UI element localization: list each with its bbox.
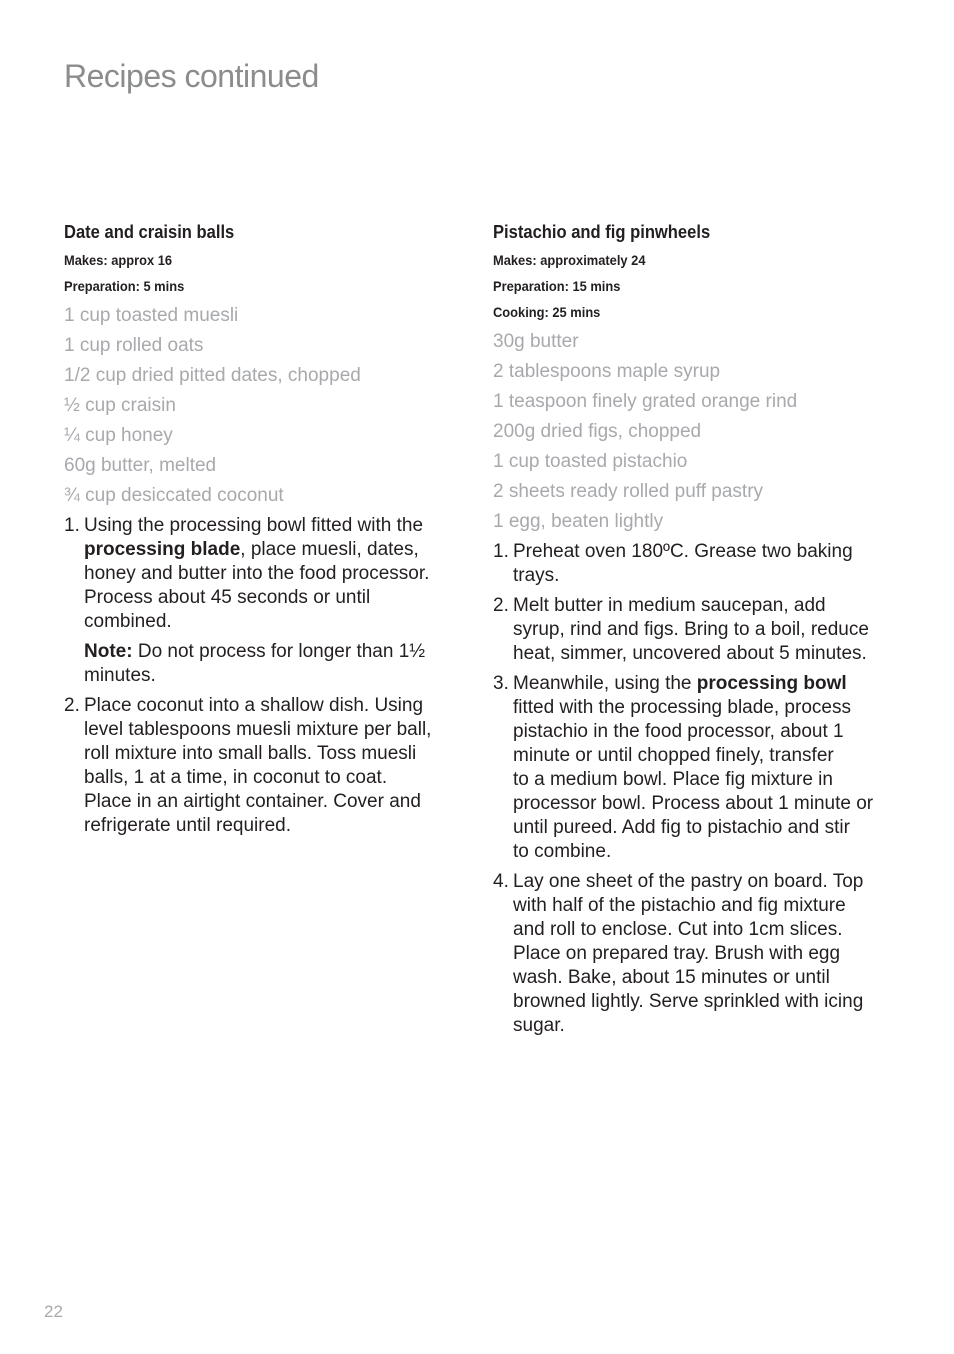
- step-line: fitted with the processing blade, process: [513, 697, 851, 718]
- page-title: Recipes continued: [64, 58, 319, 94]
- step-line-rest: , place muesli, dates,: [240, 539, 419, 560]
- ingredient-item: 1 egg, beaten lightly: [493, 511, 664, 532]
- page-number: 22: [44, 1302, 63, 1321]
- ingredient-item: 1 cup rolled oats: [64, 335, 204, 356]
- method-steps: [64, 514, 459, 838]
- method-step: [493, 540, 888, 588]
- step-line: pistachio in the food processor, about 1: [513, 721, 844, 742]
- step-line: honey and butter into the food processor.: [84, 563, 430, 584]
- step-line: with half of the pistachio and fig mixture: [513, 895, 846, 916]
- note-line: minutes.: [84, 665, 156, 686]
- ingredient-item: 1 cup toasted muesli: [64, 305, 239, 326]
- step-line: and roll to enclose. Cut into 1cm slices.: [513, 919, 843, 940]
- step-text: [513, 594, 888, 666]
- step-line: sugar.: [513, 1015, 565, 1036]
- step-line: combined.: [84, 611, 172, 632]
- recipe-title: Pistachio and fig pinwheels: [493, 222, 711, 242]
- step-line: processor bowl. Process about 1 minute or: [513, 793, 874, 814]
- method-step: [64, 694, 459, 838]
- step-number: 2.: [493, 595, 509, 616]
- step-line: Process about 45 seconds or until: [84, 587, 371, 608]
- step-line: trays.: [513, 565, 560, 586]
- recipe-date-and-craisin-balls: [64, 222, 459, 844]
- recipe-pistachio-and-fig-pinwheels: [493, 222, 888, 1044]
- step-line: until pureed. Add fig to pistachio and stir: [513, 817, 850, 838]
- step-line: to combine.: [513, 841, 612, 862]
- method-step: [493, 870, 888, 1038]
- ingredient-item: 2 tablespoons maple syrup: [493, 361, 721, 382]
- ingredient-item: 1/2 cup dried pitted dates, chopped: [64, 365, 361, 386]
- step-line: browned lightly. Serve sprinkled with icing: [513, 991, 864, 1012]
- recipe-makes: Makes: approximately 24: [493, 252, 646, 268]
- step-emphasis: processing blade: [84, 539, 241, 560]
- step-text: [84, 694, 459, 838]
- step-text: [513, 672, 888, 864]
- ingredient-list: [493, 327, 888, 537]
- recipe-preparation-time: Preparation: 15 mins: [493, 278, 621, 294]
- recipe-cooking-time: Cooking: 25 mins: [493, 304, 601, 320]
- step-line: wash. Bake, about 15 minutes or until: [513, 967, 830, 988]
- ingredient-item: ¼ cup honey: [64, 425, 173, 446]
- step-line: [513, 672, 888, 696]
- step-line: Preheat oven 180ºC. Grease two baking: [513, 541, 853, 562]
- ingredient-item: ½ cup craisin: [64, 395, 176, 416]
- ingredient-item: 200g dried figs, chopped: [493, 421, 702, 442]
- note-label: Note:: [84, 641, 133, 662]
- step-line: refrigerate until required.: [84, 815, 291, 836]
- step-line: syrup, rind and figs. Bring to a boil, reduce: [513, 619, 869, 640]
- step-line: heat, simmer, uncovered about 5 minutes.: [513, 643, 867, 664]
- method-step: [493, 594, 888, 666]
- step-line: roll mixture into small balls. Toss muesli: [84, 743, 417, 764]
- recipe-makes: Makes: approx 16: [64, 252, 173, 268]
- step-number: 4.: [493, 871, 509, 892]
- step-line: to a medium bowl. Place fig mixture in: [513, 769, 833, 790]
- ingredient-item: 1 cup toasted pistachio: [493, 451, 688, 472]
- recipe-preparation-time: Preparation: 5 mins: [64, 278, 185, 294]
- step-line: Place in an airtight container. Cover and: [84, 791, 421, 812]
- step-number: 3.: [493, 673, 509, 694]
- step-line: level tablespoons muesli mixture per ball,: [84, 719, 432, 740]
- step-line: Place coconut into a shallow dish. Using: [84, 695, 424, 716]
- step-text: [84, 514, 459, 634]
- method-step: [493, 672, 888, 864]
- recipe-title: Date and craisin balls: [64, 222, 235, 242]
- ingredient-item: 1 teaspoon finely grated orange rind: [493, 391, 798, 412]
- note-text: Do not process for longer than 1½: [132, 641, 426, 662]
- step-number: 1.: [493, 541, 509, 562]
- step-note: [84, 640, 459, 688]
- step-line: Place on prepared tray. Brush with egg: [513, 943, 841, 964]
- step-line: [84, 538, 459, 562]
- ingredient-item: 30g butter: [493, 331, 579, 352]
- step-line: Using the processing bowl fitted with the: [84, 515, 424, 536]
- ingredient-item: ¾ cup desiccated coconut: [64, 485, 284, 506]
- method-steps: [493, 540, 888, 1038]
- step-line: minute or until chopped finely, transfer: [513, 745, 834, 766]
- ingredient-list: [64, 301, 459, 511]
- step-line: Melt butter in medium saucepan, add: [513, 595, 826, 616]
- step-text: [513, 870, 888, 1038]
- step-line: balls, 1 at a time, in coconut to coat.: [84, 767, 388, 788]
- step-text: [513, 540, 888, 588]
- step-line: Lay one sheet of the pastry on board. Top: [513, 871, 864, 892]
- step-line-start: Meanwhile, using the: [513, 673, 697, 694]
- ingredient-item: 2 sheets ready rolled puff pastry: [493, 481, 764, 502]
- step-emphasis: processing bowl: [696, 673, 847, 694]
- step-number: 1.: [64, 515, 80, 536]
- note-line: [84, 640, 459, 664]
- ingredient-item: 60g butter, melted: [64, 455, 217, 476]
- method-step: [64, 514, 459, 688]
- step-number: 2.: [64, 695, 80, 716]
